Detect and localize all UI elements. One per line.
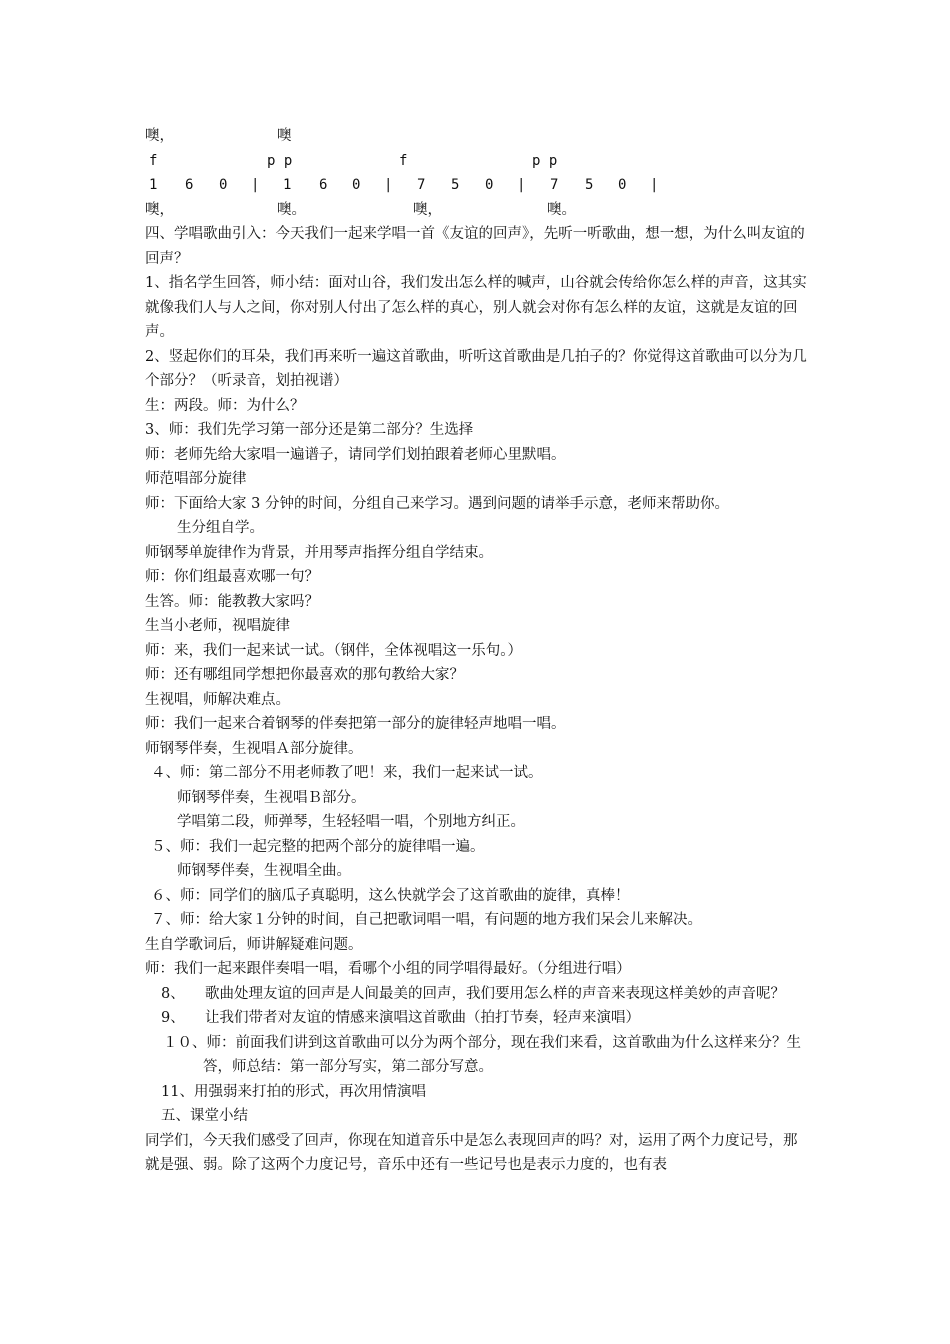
paragraph: 生视唱，师解决难点。 bbox=[145, 691, 290, 708]
list-text: 歌曲处理友谊的回声是人间最美的回声，我们要用怎么样的声音来表现这样美妙的声音呢？ bbox=[205, 985, 785, 1002]
paragraph: 师：我们一起来合着钢琴的伴奏把第一部分的旋律轻声地唱一唱。 bbox=[145, 716, 566, 732]
list-number: 8、 bbox=[161, 985, 185, 1002]
paragraph: 3、师：我们先学习第一部分还是第二部分？生选择 bbox=[145, 422, 474, 438]
list-item-10: １０、师：前面我们讲到这首歌曲可以分为两个部分，现在我们来看，这首歌曲为什么这样来分？生答，师总结：第一部分写实，第二部分写意。 bbox=[163, 1034, 801, 1075]
paragraph: 生当小老师，视唱旋律 bbox=[145, 618, 290, 634]
note: 6 bbox=[319, 177, 328, 193]
lyric: 噢。 bbox=[277, 201, 306, 218]
section-heading-5: 五、课堂小结 bbox=[161, 1108, 248, 1124]
paragraph: 师：下面给大家 3 分钟的时间，分组自己来学习。遇到问题的请举手示意，老师来帮助你。 bbox=[145, 495, 729, 512]
dynamic-mark: p p bbox=[267, 152, 293, 169]
paragraph: 师：我们一起来跟伴奏唱一唱，看哪个小组的同学唱得最好。（分组进行唱） bbox=[145, 961, 631, 977]
note: 1 bbox=[149, 177, 158, 193]
barline: | bbox=[650, 177, 659, 193]
notation-lyrics-row-2 bbox=[145, 198, 810, 223]
paragraph: 师钢琴伴奏，生视唱Ａ部分旋律。 bbox=[145, 740, 363, 757]
note: 0 bbox=[485, 177, 494, 193]
notation-numbers-row bbox=[145, 173, 810, 198]
note: 5 bbox=[585, 177, 594, 193]
barline: | bbox=[251, 177, 260, 193]
paragraph: 同学们，今天我们感受了回声，你现在知道音乐中是怎么表现回声的吗？对，运用了两个力度记号，那就是强、弱。除了这两个力度记号，音乐中还有一些记号也是表示力度的，也有表 bbox=[145, 1132, 798, 1173]
note: 7 bbox=[550, 177, 559, 193]
barline: | bbox=[517, 177, 526, 193]
section-heading-4: 四、学唱歌曲引入：今天我们一起来学唱一首《友谊的回声》，先听一听歌曲，想一想，为什么叫友谊的回声？ bbox=[145, 226, 805, 267]
paragraph: 师钢琴单旋律作为背景，并用琴声指挥分组自学结束。 bbox=[145, 544, 493, 561]
note: 5 bbox=[451, 177, 460, 193]
paragraph: 生：两段。师：为什么？ bbox=[145, 397, 305, 414]
lyric: 噢， bbox=[145, 201, 174, 218]
list-text: 让我们带者对友谊的情感来演唱这首歌曲（拍打节奏，轻声来演唱） bbox=[205, 1010, 640, 1026]
paragraph: 生自学歌词后，师讲解疑难问题。 bbox=[145, 936, 363, 953]
paragraph: 学唱第二段，师弹琴，生轻轻唱一唱，个别地方纠正。 bbox=[177, 814, 525, 830]
paragraph: 师钢琴伴奏，生视唱Ｂ部分。 bbox=[177, 789, 366, 806]
note: 0 bbox=[352, 177, 361, 193]
notation-lyrics-row-1 bbox=[145, 124, 810, 149]
note: 7 bbox=[417, 177, 426, 193]
lyric: 噢。 bbox=[547, 201, 576, 218]
note: 6 bbox=[185, 177, 194, 193]
paragraph: 2、竖起你们的耳朵，我们再来听一遍这首歌曲，听听这首歌曲是几拍子的？你觉得这首歌曲可以分为几个部分？（听录音，划拍视谱） bbox=[145, 348, 807, 389]
paragraph: ５、师：我们一起完整的把两个部分的旋律唱一遍。 bbox=[151, 838, 485, 855]
paragraph: ７、师：给大家１分钟的时间，自己把歌词唱一唱，有问题的地方我们呆会儿来解决。 bbox=[151, 912, 702, 928]
dynamic-mark: f bbox=[399, 152, 408, 169]
note: 0 bbox=[219, 177, 228, 193]
paragraph: 生分组自学。 bbox=[177, 520, 264, 536]
paragraph: 师范唱部分旋律 bbox=[145, 471, 247, 487]
paragraph: 1、指名学生回答，师小结：面对山谷，我们发出怎么样的喊声，山谷就会传给你怎么样的声音，这其实就像我们人与人之间，你对别人付出了怎么样的真心，别人就会对你有怎么样的友谊，这就是友谊的回声。 bbox=[145, 275, 807, 340]
paragraph: 师：老师先给大家唱一遍谱子，请同学们划拍跟着老师心里默唱。 bbox=[145, 446, 566, 463]
paragraph: 师：来，我们一起来试一试。（钢伴，全体视唱这一乐句。） bbox=[145, 642, 522, 659]
lyric: 噢， bbox=[145, 128, 174, 144]
paragraph: 师：还有哪组同学想把你最喜欢的那句教给大家？ bbox=[145, 667, 464, 683]
paragraph: ６、师：同学们的脑瓜子真聪明，这么快就学会了这首歌曲的旋律，真棒！ bbox=[151, 887, 630, 904]
document-page bbox=[145, 124, 810, 1178]
note: 1 bbox=[283, 177, 292, 193]
list-item-8 bbox=[145, 982, 810, 1007]
paragraph: 师：你们组最喜欢哪一句？ bbox=[145, 569, 319, 585]
dynamic-mark: p p bbox=[532, 152, 558, 169]
notation-dynamics-row bbox=[145, 149, 810, 174]
paragraph: ４、师：第二部分不用老师教了吧！来，我们一起来试一试。 bbox=[151, 765, 543, 781]
note: 0 bbox=[618, 177, 627, 193]
lyric: 噢 bbox=[277, 128, 292, 144]
barline: | bbox=[384, 177, 393, 193]
paragraph: 11、用强弱来打拍的形式，再次用情演唱 bbox=[161, 1083, 426, 1100]
list-item-9 bbox=[145, 1006, 810, 1031]
paragraph: 师钢琴伴奏，生视唱全曲。 bbox=[177, 863, 351, 879]
paragraph: 生答。师：能教教大家吗？ bbox=[145, 593, 319, 610]
dynamic-mark: f bbox=[149, 152, 158, 169]
list-number: 9、 bbox=[161, 1010, 185, 1026]
lyric: 噢， bbox=[413, 201, 442, 218]
